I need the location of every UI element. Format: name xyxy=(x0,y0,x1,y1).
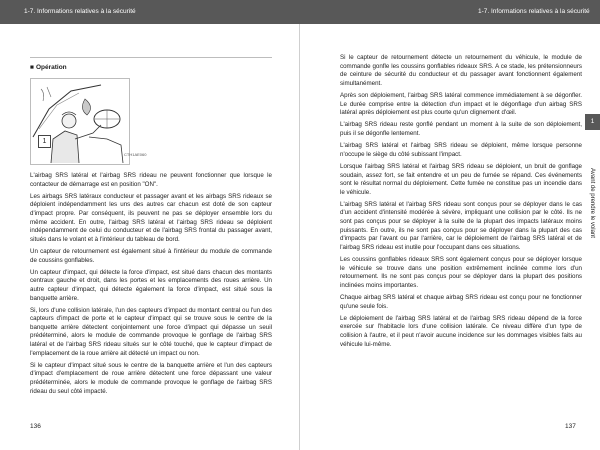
paragraph: Si le capteur d'impact situé sous le centre de la banquette arrière et l'un des capteurs d'impact d'emplacement de roue arrière détectent une force dépassant une valeur prédéterminée, alors le module de commande provoque le gonflage de l'airbag SRS rideau du seul côté impacté. xyxy=(30,361,272,395)
paragraph: Un capteur de retournement est également situé à l'intérieur du module de commande de coussins gonflables. xyxy=(30,247,272,264)
figure-code: CTH1AE060 xyxy=(124,152,147,157)
airbag-illustration xyxy=(30,78,147,165)
paragraph: Lorsque l'airbag SRS latéral et l'airbag SRS rideau se déploient, un bruit de gonflage soudain, assez fort, se fait entendre et un peu de fumée se répand. Ces événements sont le résultat normal du déploiement. Cette fumée ne constitue pas un incendie dans le véhicule. xyxy=(340,162,582,196)
page-divider xyxy=(299,24,300,450)
paragraph: Les coussins gonflables rideaux SRS sont également conçus pour se déployer lorsque le véhicule se trouve dans une position extrêmement inclinée comme lors d'un retournement. Ils ne sont pas conçus pour se déployer dans la plupart des positions inclinées moins importantes. xyxy=(340,256,582,289)
section-title xyxy=(30,64,67,71)
page-number-left: 136 xyxy=(30,423,41,430)
page-number-right: 137 xyxy=(565,423,576,430)
paragraph: L'airbag SRS latéral et l'airbag SRS rideau sont conçus pour se déployer dans le cas d'un accident d'intensité modérée à sévère, impliquant une collision par le côté. Ils ne sont pas conçus pour se déployer à la suite de la plupart des impacts latéraux moins puissants. En outre, ils ne sont pas conçus pour se déployer dans la plupart des cas d'impacts par l'avant ou par l'arrière, car le déploiement de l'airbag SRS latéral et de l'airbag SRS rideau est inutile pour l'occupant dans ces situations. xyxy=(340,200,582,251)
paragraph: Le déploiement de l'airbag SRS latéral et de l'airbag SRS rideau dépend de la force exercée sur l'habitacle lors d'une collision latérale. Ce niveau diffère d'un type de collision à l'autre, et il peut n'avoir aucune incidence sur les dommages visibles faits au véhicule lui-même. xyxy=(340,314,582,348)
illustration-drawing xyxy=(31,79,129,164)
left-column-text xyxy=(30,172,272,400)
paragraph: Les airbags SRS latéraux conducteur et passager avant et les airbags SRS rideaux se déploient indépendamment les uns des autres car chacun est doté de son capteur d'impact propre. Par conséquent, ils peuvent ne pas se déployer ensemble lors du même accident. En outre, l'airbag SRS latéral et l'airbag SRS rideau se déploient indépendamment de celui du conducteur et de l'airbag SRS frontal du passager avant, situés dans le volant et à l'intérieur du tableau de bord. xyxy=(30,192,272,243)
chapter-side-label xyxy=(584,140,600,265)
page-header-left: 1-7. Informations relatives à la sécurité xyxy=(0,0,300,24)
right-column-text xyxy=(340,54,582,353)
section-title-text: Opération xyxy=(35,64,67,71)
page-header-right: 1-7. Informations relatives à la sécurité xyxy=(300,0,600,24)
paragraph: L'airbag SRS latéral et l'airbag SRS rideau ne peuvent fonctionner que lorsque le contacteur de démarrage est en position "ON". xyxy=(30,172,272,188)
paragraph: Chaque airbag SRS latéral et chaque airbag SRS rideau est conçu pour ne fonctionner qu'une seule fois. xyxy=(340,294,582,310)
section-marker: ■ xyxy=(30,64,34,71)
paragraph: Si, lors d'une collision latérale, l'un des capteurs d'impact du montant central ou l'un des capteurs d'impact de porte et le capteur d'impact qui se trouve sous le centre de la banquette arrière détectent conjointement une force d'impact qui dépasse un seuil prédéterminé, alors le module de commande provoque le gonflage de l'airbag SRS latéral et de l'airbag SRS rideau situés sur le côté touché, que le capteur d'impact de l'emplacement de la roue arrière ait détecté un impact ou non. xyxy=(30,306,272,357)
paragraph: L'airbag SRS rideau reste gonflé pendant un moment à la suite de son déploiement, puis il se dégonfle lentement. xyxy=(340,121,582,137)
paragraph: Un capteur d'impact, qui détecte la force d'impact, est situé dans chacun des montants centraux gauche et droit, dans les portes et les emplacements des roues arrière. Un autre capteur d'impact, qui détecte également la force d'impact, est situé sous la banquette arrière. xyxy=(30,268,272,302)
figure-callout-1: 1 xyxy=(38,135,51,148)
paragraph: Si le capteur de retournement détecte un retournement du véhicule, le module de commande gonfle les coussins gonflables rideaux SRS. A ce stade, les prétensionneurs de ceinture de sécurité du conducteur et du passager avant fonctionnent également simultanément. xyxy=(340,54,582,87)
section-rule xyxy=(30,57,272,58)
chapter-tab: 1 xyxy=(585,114,600,130)
paragraph: L'airbag SRS latéral et l'airbag SRS rideau se déploient, même lorsque personne n'occupe le siège du côté subissant l'impact. xyxy=(340,142,582,158)
paragraph: Après son déploiement, l'airbag SRS latéral commence immédiatement à se dégonfler. Le durée comprise entre la détection d'un impact et le dégonflage d'un airbag SRS latéral après déploiement est plus courte qu'un clignement d'œil. xyxy=(340,91,582,117)
chapter-side-label-text: Avant de prendre le volant xyxy=(589,167,595,238)
